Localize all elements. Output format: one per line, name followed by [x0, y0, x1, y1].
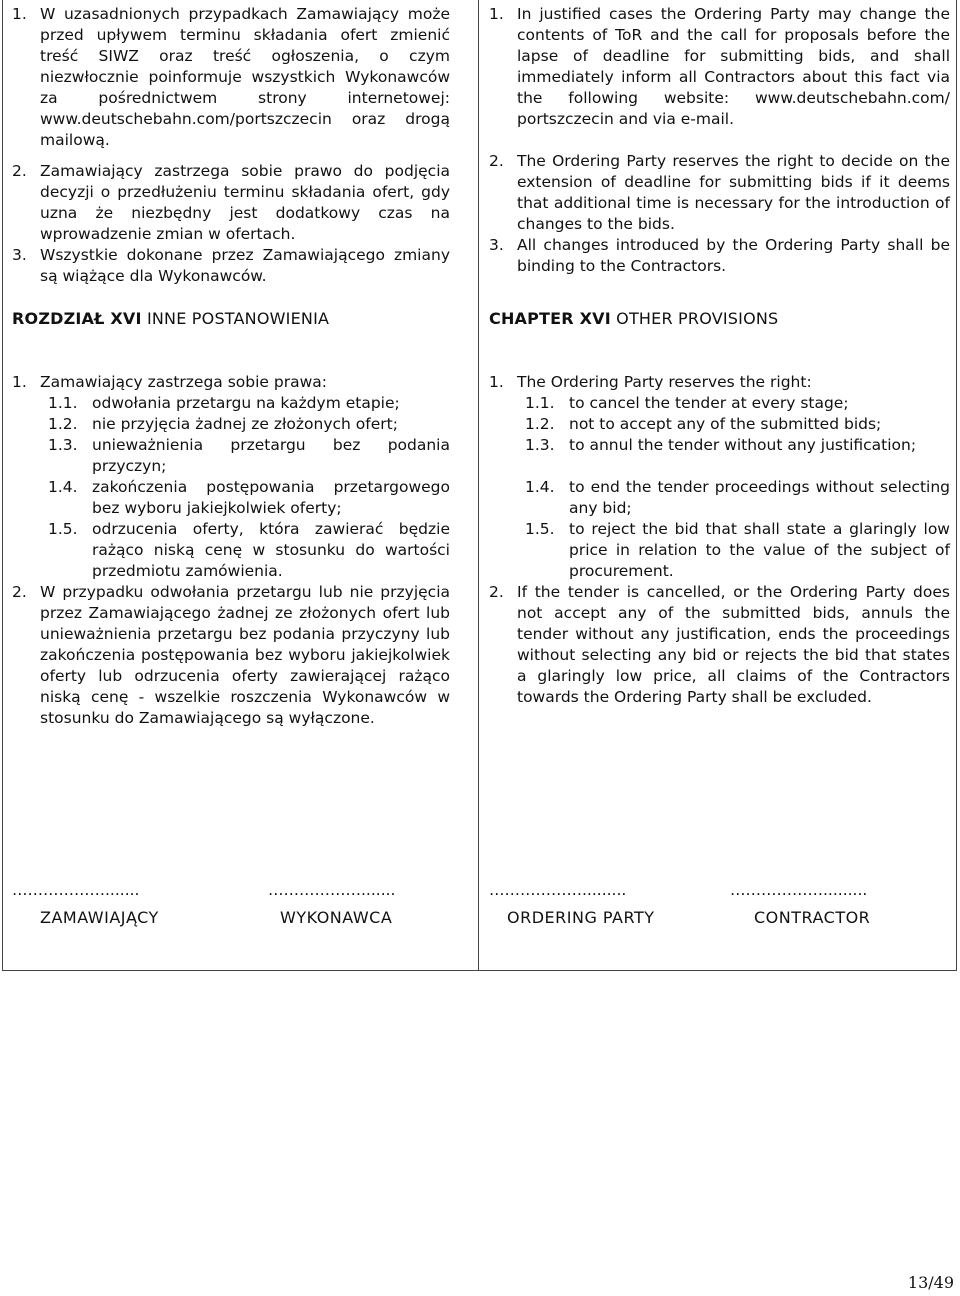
signature-label: CONTRACTOR	[754, 908, 871, 927]
sub-number: 1.5.	[525, 520, 555, 538]
column-divider	[478, 0, 479, 971]
list-number: 2.	[12, 583, 27, 601]
spacer	[489, 456, 950, 477]
list-number: 1.	[489, 5, 504, 23]
sub-text: to end the tender proceedings without selecting any bid;	[569, 478, 950, 517]
signature-contractor-en	[730, 880, 871, 927]
left-paragraph-1	[12, 4, 450, 151]
paragraph-text: Wszystkie dokonane przez Zamawiającego zmiany są wiążące dla Wykonawców.	[40, 246, 450, 285]
sub-number: 1.2.	[48, 415, 78, 433]
right-sub-1-2	[489, 414, 950, 435]
paragraph-text: The Ordering Party reserves the right to decide on the extension of deadline for submitting bids if it deems that additional time is necessary for the introduction of changes to the bids.	[517, 152, 950, 233]
list-number: 1.	[12, 5, 27, 23]
left-sub-1-1	[12, 393, 450, 414]
signature-contractor-pl	[268, 880, 396, 927]
right-item-1	[489, 372, 950, 393]
sub-text: odrzucenia oferty, która zawierać będzie rażąco niską cenę w stosunku do wartości przedmiotu zamówienia.	[92, 520, 450, 580]
signature-label: WYKONAWCA	[280, 908, 393, 927]
left-paragraph-2	[12, 161, 450, 245]
signature-ordering-party-pl	[12, 880, 159, 927]
sub-text: zakończenia postępowania przetargowego bez wyboru jakiejkolwiek oferty;	[92, 478, 450, 517]
right-sub-1-4	[489, 477, 950, 519]
right-sub-1-1	[489, 393, 950, 414]
signature-line: ……………….........	[489, 881, 627, 899]
paragraph-text: All changes introduced by the Ordering Party shall be binding to the Contractors.	[517, 236, 950, 275]
right-item-2	[489, 582, 950, 708]
left-sub-1-2	[12, 414, 450, 435]
paragraph-text: W przypadku odwołania przetargu lub nie przyjęcia przez Zamawiającego żadnej ze złożonych ofert lub unieważnienia przetargu bez podania przyczyny lub zakończenia postępowania bez wyboru jakiejkolwiek oferty lub odrzucenia oferty zawierającej rażąco niską cenę - wszelkie roszczenia Wykonawców w stosunku do Zamawiającego są wyłączone.	[40, 583, 450, 727]
right-section-1	[489, 4, 950, 277]
list-number: 3.	[12, 246, 27, 264]
sub-text: nie przyjęcia żadnej ze złożonych ofert;	[92, 415, 398, 433]
sub-number: 1.4.	[525, 478, 555, 496]
sub-number: 1.1.	[525, 394, 555, 412]
heading-bold: ROZDZIAŁ XVI	[12, 309, 142, 328]
signature-ordering-party-en	[489, 880, 655, 927]
sub-number: 1.1.	[48, 394, 78, 412]
sub-number: 1.4.	[48, 478, 78, 496]
left-paragraph-3	[12, 245, 450, 287]
sub-number: 1.5.	[48, 520, 78, 538]
paragraph-text: The Ordering Party reserves the right:	[517, 373, 812, 391]
sub-number: 1.3.	[525, 436, 555, 454]
right-sub-1-3	[489, 435, 950, 456]
list-number: 2.	[489, 152, 504, 170]
signature-line: ……………….........	[730, 881, 868, 899]
left-item-2	[12, 582, 450, 729]
right-sub-1-5	[489, 519, 950, 582]
sub-text: not to accept any of the submitted bids;	[569, 415, 882, 433]
right-section-2	[489, 372, 950, 708]
right-chapter-heading	[489, 308, 778, 330]
sub-number: 1.3.	[48, 436, 78, 454]
sub-number: 1.2.	[525, 415, 555, 433]
paragraph-text: In justified cases the Ordering Party may change the contents of ToR and the call for proposals before the lapse of deadline for submitting bids, and shall immediately inform all Contractors about this fact via the following website: www.deutschebahn.com/ portszczecin and via e-mail.	[517, 5, 950, 128]
paragraph-text: Zamawiający zastrzega sobie prawo do podjęcia decyzji o przedłużeniu terminu składania ofert, gdy uzna że niezbędny jest dodatkowy czas na wprowadzenie zmian w ofertach.	[40, 162, 450, 243]
list-number: 2.	[489, 583, 504, 601]
sub-text: to reject the bid that shall state a glaringly low price in relation to the value of the subject of procurement.	[569, 520, 950, 580]
signature-line: ……………….......	[12, 881, 140, 899]
right-paragraph-1	[489, 4, 950, 130]
list-number: 3.	[489, 236, 504, 254]
paragraph-text: If the tender is cancelled, or the Ordering Party does not accept any of the submitted bids, annuls the tender without any justification, ends the proceedings without selecting any bid or rejects the bid that states a glaringly low price, all claims of the Contractors towards the Ordering Party shall be excluded.	[517, 583, 950, 706]
left-chapter-heading	[12, 308, 329, 330]
left-section-1	[12, 4, 450, 287]
signature-line: ……………….......	[268, 881, 396, 899]
sub-text: to annul the tender without any justification;	[569, 436, 917, 454]
sub-text: odwołania przetargu na każdym etapie;	[92, 394, 400, 412]
list-number: 1.	[489, 373, 504, 391]
signature-label: ZAMAWIAJĄCY	[40, 908, 159, 927]
list-number: 2.	[12, 162, 27, 180]
sub-text: unieważnienia przetargu bez podania przyczyn;	[92, 436, 450, 475]
signature-label: ORDERING PARTY	[507, 908, 655, 927]
right-paragraph-3	[489, 235, 950, 277]
heading-bold: CHAPTER XVI	[489, 309, 611, 328]
page-number: 13/49	[907, 1273, 954, 1292]
paragraph-text: W uzasadnionych przypadkach Zamawiający może przed upływem terminu składania ofert zmienić treść SIWZ oraz treść ogłoszenia, o czym niezwłocznie poinformuje wszystkich Wykonawców za pośrednictwem strony internetowej: www.deutschebahn.com/portszczecin oraz drogą mailową.	[40, 5, 450, 149]
left-item-1	[12, 372, 450, 393]
left-section-2	[12, 372, 450, 729]
right-paragraph-2	[489, 151, 950, 235]
heading-rest: INNE POSTANOWIENIA	[141, 309, 330, 328]
heading-rest: OTHER PROVISIONS	[610, 309, 779, 328]
sub-text: to cancel the tender at every stage;	[569, 394, 849, 412]
left-sub-1-5	[12, 519, 450, 582]
list-number: 1.	[12, 373, 27, 391]
left-sub-1-3	[12, 435, 450, 477]
left-sub-1-4	[12, 477, 450, 519]
paragraph-text: Zamawiający zastrzega sobie prawa:	[40, 373, 327, 391]
